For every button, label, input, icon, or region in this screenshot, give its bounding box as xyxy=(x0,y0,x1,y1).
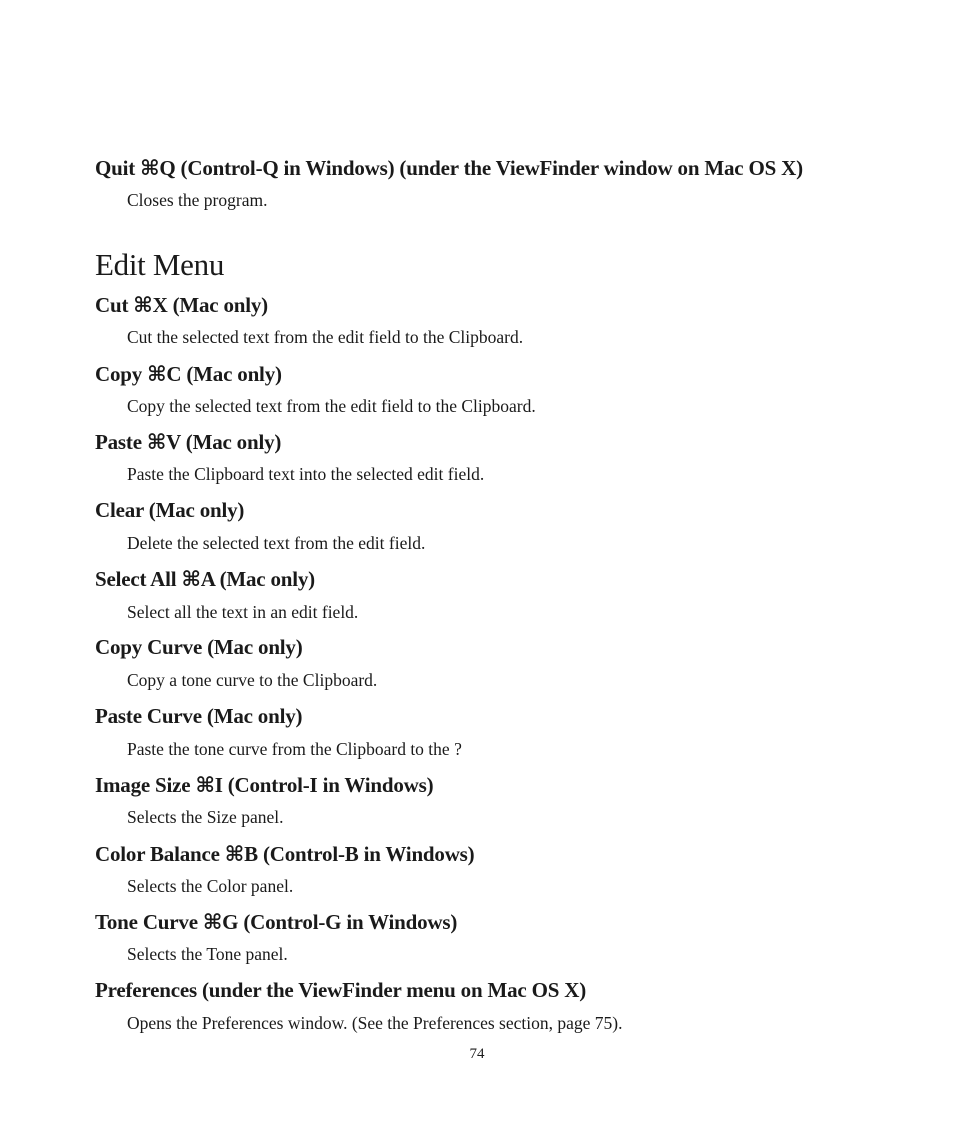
section-heading-edit-menu: Edit Menu xyxy=(95,247,225,282)
entry-title-cut: Cut ⌘X (Mac only) xyxy=(95,293,268,317)
entry-title-select-all: Select All ⌘A (Mac only) xyxy=(95,567,315,591)
entry-desc-copy: Copy the selected text from the edit field to the Clipboard. xyxy=(127,396,536,416)
entry-title-copy: Copy ⌘C (Mac only) xyxy=(95,362,282,386)
entry-title-preferences: Preferences (under the ViewFinder menu on Mac OS X) xyxy=(95,978,587,1002)
entry-desc-tone-curve: Selects the Tone panel. xyxy=(127,944,288,964)
entry-title-clear: Clear (Mac only) xyxy=(95,498,245,522)
entry-desc-image-size: Selects the Size panel. xyxy=(127,807,284,827)
entry-title-tone-curve: Tone Curve ⌘G (Control-G in Windows) xyxy=(95,910,458,934)
entry-desc-quit: Closes the program. xyxy=(127,190,268,210)
entry-title-copy-curve: Copy Curve (Mac only) xyxy=(95,635,303,659)
entry-title-paste: Paste ⌘V (Mac only) xyxy=(95,430,282,454)
entry-desc-preferences: Opens the Preferences window. (See the Preferences section, page 75). xyxy=(127,1013,623,1033)
entry-desc-paste: Paste the Clipboard text into the selected edit field. xyxy=(127,464,485,484)
entry-title-image-size: Image Size ⌘I (Control-I in Windows) xyxy=(95,773,434,797)
entry-desc-paste-curve: Paste the tone curve from the Clipboard to the ? xyxy=(127,739,462,759)
entry-title-quit: Quit ⌘Q (Control-Q in Windows) (under the ViewFinder window on Mac OS X) xyxy=(95,156,803,180)
page-number: 74 xyxy=(469,1046,485,1062)
entry-title-paste-curve: Paste Curve (Mac only) xyxy=(95,704,303,728)
entry-desc-copy-curve: Copy a tone curve to the Clipboard. xyxy=(127,670,378,690)
entry-desc-select-all: Select all the text in an edit field. xyxy=(127,602,359,622)
entry-desc-cut: Cut the selected text from the edit field to the Clipboard. xyxy=(127,327,524,347)
entry-desc-color-balance: Selects the Color panel. xyxy=(127,876,294,896)
entry-title-color-balance: Color Balance ⌘B (Control-B in Windows) xyxy=(95,842,475,866)
entry-desc-clear: Delete the selected text from the edit field. xyxy=(127,533,426,553)
